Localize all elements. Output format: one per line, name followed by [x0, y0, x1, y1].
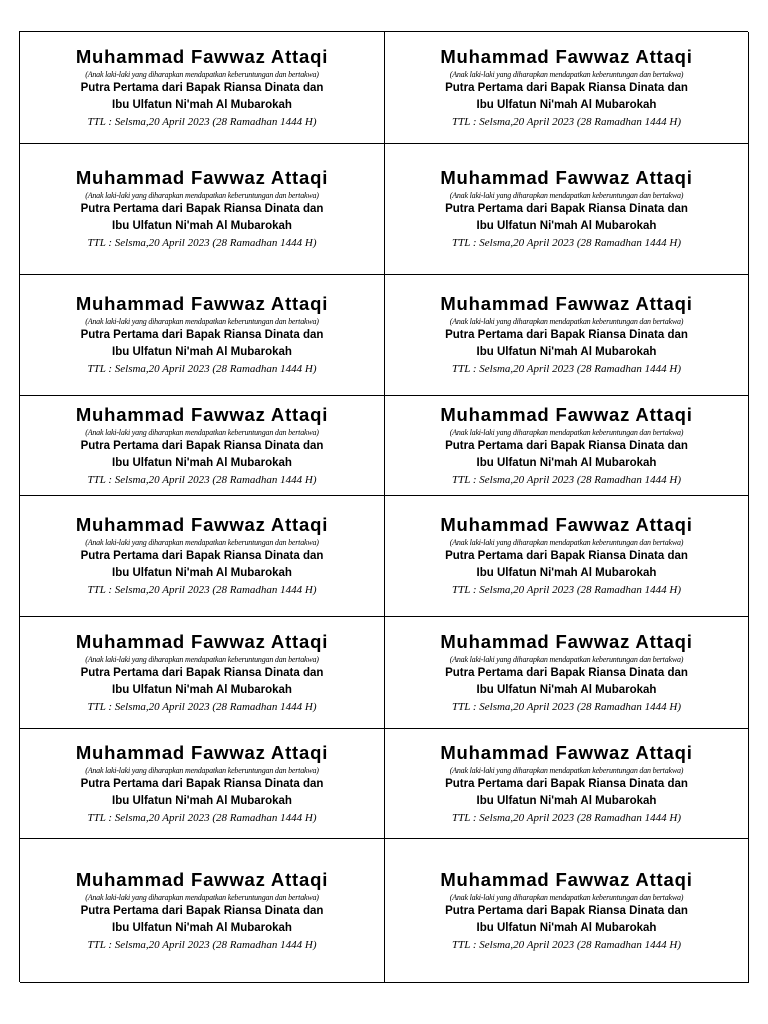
child-name: Muhammad Fawwaz Attaqi [440, 514, 693, 535]
name-meaning: (Anak laki-laki yang diharapkan mendapatkan keberuntungan dan bertakwa) [449, 427, 684, 437]
parents-line-1: Putra Pertama dari Bapak Riansa Dinata dan [445, 550, 688, 562]
parents-text [407, 438, 727, 472]
child-name: Muhammad Fawwaz Attaqi [440, 167, 693, 188]
birth-date: TTL : Selsma,20 April 2023 (28 Ramadhan 1444 H) [87, 811, 317, 824]
parents-line-2: Ibu Ulfatun Ni'mah Al Mubarokah [112, 794, 292, 807]
birth-date: TTL : Selsma,20 April 2023 (28 Ramadhan 1444 H) [87, 938, 317, 951]
label-sheet [19, 31, 748, 982]
parents-line-1: Putra Pertama dari Bapak Riansa Dinata dan [80, 439, 324, 452]
parents-line-1: Putra Pertama dari Bapak Riansa Dinata dan [445, 777, 688, 790]
name-label [385, 144, 749, 275]
parents-line-1: Putra Pertama dari Bapak Riansa Dinata dan [445, 666, 688, 679]
parents-line-1: Putra Pertama dari Bapak Riansa Dinata dan [80, 904, 324, 917]
name-meaning: (Anak laki-laki yang diharapkan mendapatkan keberuntungan dan bertakwa) [85, 427, 319, 437]
child-name: Muhammad Fawwaz Attaqi [440, 741, 693, 763]
name-label [20, 396, 385, 496]
birth-date: TTL : Selsma,20 April 2023 (28 Ramadhan 1444 H) [87, 115, 317, 128]
parents-line-2: Ibu Ulfatun Ni'mah Al Mubarokah [476, 567, 657, 579]
parents-line-2: Ibu Ulfatun Ni'mah Al Mubarokah [476, 456, 657, 469]
parents-line-1: Putra Pertama dari Bapak Riansa Dinata dan [80, 203, 324, 215]
name-meaning: (Anak laki-laki yang diharapkan mendapatkan keberuntungan dan bertakwa) [449, 892, 684, 902]
name-meaning: (Anak laki-laki yang diharapkan mendapatkan keberuntungan dan bertakwa) [449, 765, 684, 775]
name-meaning: (Anak laki-laki yang diharapkan mendapatkan keberuntungan dan bertakwa) [85, 654, 319, 664]
parents-line-2: Ibu Ulfatun Ni'mah Al Mubarokah [476, 921, 657, 934]
parents-text [42, 80, 362, 114]
parents-text [42, 327, 362, 361]
parents-text [42, 776, 362, 810]
name-label [385, 729, 749, 839]
child-name: Muhammad Fawwaz Attaqi [75, 45, 329, 67]
name-meaning: (Anak laki-laki yang diharapkan mendapatkan keberuntungan dan bertakwa) [449, 191, 684, 200]
child-name: Muhammad Fawwaz Attaqi [440, 293, 693, 314]
name-meaning: (Anak laki-laki yang diharapkan mendapatkan keberuntungan dan bertakwa) [449, 538, 684, 547]
name-label [385, 496, 749, 617]
birth-date: TTL : Selsma,20 April 2023 (28 Ramadhan 1444 H) [451, 363, 682, 375]
parents-line-2: Ibu Ulfatun Ni'mah Al Mubarokah [476, 683, 657, 696]
child-name: Muhammad Fawwaz Attaqi [440, 403, 693, 425]
child-name: Muhammad Fawwaz Attaqi [440, 630, 693, 652]
name-meaning: (Anak laki-laki yang diharapkan mendapatkan keberuntungan dan bertakwa) [85, 317, 319, 326]
parents-text [407, 80, 727, 114]
name-label [385, 396, 749, 496]
child-name: Muhammad Fawwaz Attaqi [75, 293, 329, 314]
parents-line-2: Ibu Ulfatun Ni'mah Al Mubarokah [476, 346, 657, 358]
child-name: Muhammad Fawwaz Attaqi [440, 868, 693, 890]
name-meaning: (Anak laki-laki yang diharapkan mendapatkan keberuntungan dan bertakwa) [85, 538, 319, 547]
parents-line-2: Ibu Ulfatun Ni'mah Al Mubarokah [112, 456, 292, 469]
parents-line-2: Ibu Ulfatun Ni'mah Al Mubarokah [112, 346, 292, 358]
name-meaning: (Anak laki-laki yang diharapkan mendapatkan keberuntungan dan bertakwa) [449, 654, 684, 664]
name-label [20, 496, 385, 617]
parents-text [42, 438, 362, 472]
name-label [385, 32, 749, 144]
parents-line-1: Putra Pertama dari Bapak Riansa Dinata dan [445, 81, 688, 94]
birth-date: TTL : Selsma,20 April 2023 (28 Ramadhan 1444 H) [451, 473, 682, 486]
parents-text [407, 548, 727, 582]
child-name: Muhammad Fawwaz Attaqi [75, 630, 329, 652]
birth-date: TTL : Selsma,20 April 2023 (28 Ramadhan 1444 H) [87, 584, 317, 596]
name-meaning: (Anak laki-laki yang diharapkan mendapatkan keberuntungan dan bertakwa) [85, 892, 319, 902]
parents-line-1: Putra Pertama dari Bapak Riansa Dinata dan [80, 329, 324, 341]
parents-line-2: Ibu Ulfatun Ni'mah Al Mubarokah [476, 98, 657, 111]
parents-line-2: Ibu Ulfatun Ni'mah Al Mubarokah [476, 794, 657, 807]
child-name: Muhammad Fawwaz Attaqi [75, 868, 329, 890]
parents-line-1: Putra Pertama dari Bapak Riansa Dinata dan [445, 329, 688, 341]
parents-text [42, 201, 362, 235]
parents-line-2: Ibu Ulfatun Ni'mah Al Mubarokah [112, 921, 292, 934]
parents-text [407, 201, 727, 235]
parents-text [42, 548, 362, 582]
birth-date: TTL : Selsma,20 April 2023 (28 Ramadhan 1444 H) [87, 237, 317, 249]
parents-text [407, 327, 727, 361]
name-label [20, 617, 385, 729]
name-label [20, 275, 385, 396]
name-meaning: (Anak laki-laki yang diharapkan mendapatkan keberuntungan dan bertakwa) [85, 191, 319, 200]
parents-text [407, 776, 727, 810]
birth-date: TTL : Selsma,20 April 2023 (28 Ramadhan 1444 H) [451, 115, 682, 128]
parents-line-1: Putra Pertama dari Bapak Riansa Dinata dan [445, 203, 688, 215]
birth-date: TTL : Selsma,20 April 2023 (28 Ramadhan 1444 H) [87, 700, 317, 713]
child-name: Muhammad Fawwaz Attaqi [75, 403, 329, 425]
child-name: Muhammad Fawwaz Attaqi [440, 45, 693, 67]
parents-line-2: Ibu Ulfatun Ni'mah Al Mubarokah [476, 220, 657, 232]
name-meaning: (Anak laki-laki yang diharapkan mendapatkan keberuntungan dan bertakwa) [449, 317, 684, 326]
parents-text [42, 903, 362, 937]
parents-line-2: Ibu Ulfatun Ni'mah Al Mubarokah [112, 98, 292, 111]
child-name: Muhammad Fawwaz Attaqi [75, 167, 329, 188]
name-label [20, 839, 385, 983]
birth-date: TTL : Selsma,20 April 2023 (28 Ramadhan 1444 H) [87, 363, 317, 375]
name-meaning: (Anak laki-laki yang diharapkan mendapatkan keberuntungan dan bertakwa) [449, 69, 684, 79]
name-label [20, 144, 385, 275]
birth-date: TTL : Selsma,20 April 2023 (28 Ramadhan 1444 H) [451, 700, 682, 713]
parents-line-1: Putra Pertama dari Bapak Riansa Dinata dan [445, 904, 688, 917]
parents-line-2: Ibu Ulfatun Ni'mah Al Mubarokah [112, 220, 292, 232]
birth-date: TTL : Selsma,20 April 2023 (28 Ramadhan 1444 H) [451, 584, 682, 596]
parents-text [407, 903, 727, 937]
parents-line-1: Putra Pertama dari Bapak Riansa Dinata dan [80, 666, 324, 679]
parents-line-2: Ibu Ulfatun Ni'mah Al Mubarokah [112, 567, 292, 579]
parents-text [42, 665, 362, 699]
birth-date: TTL : Selsma,20 April 2023 (28 Ramadhan 1444 H) [451, 938, 682, 951]
name-label [385, 275, 749, 396]
name-label [385, 617, 749, 729]
parents-line-1: Putra Pertama dari Bapak Riansa Dinata dan [80, 550, 324, 562]
parents-line-1: Putra Pertama dari Bapak Riansa Dinata dan [80, 777, 324, 790]
birth-date: TTL : Selsma,20 April 2023 (28 Ramadhan 1444 H) [451, 237, 682, 249]
parents-line-1: Putra Pertama dari Bapak Riansa Dinata dan [80, 81, 324, 94]
name-label [20, 729, 385, 839]
birth-date: TTL : Selsma,20 April 2023 (28 Ramadhan 1444 H) [451, 811, 682, 824]
parents-line-2: Ibu Ulfatun Ni'mah Al Mubarokah [112, 683, 292, 696]
child-name: Muhammad Fawwaz Attaqi [75, 741, 329, 763]
name-label [20, 32, 385, 144]
child-name: Muhammad Fawwaz Attaqi [75, 514, 329, 535]
birth-date: TTL : Selsma,20 April 2023 (28 Ramadhan 1444 H) [87, 473, 317, 486]
name-meaning: (Anak laki-laki yang diharapkan mendapatkan keberuntungan dan bertakwa) [85, 765, 319, 775]
parents-text [407, 665, 727, 699]
name-meaning: (Anak laki-laki yang diharapkan mendapatkan keberuntungan dan bertakwa) [85, 69, 319, 79]
parents-line-1: Putra Pertama dari Bapak Riansa Dinata dan [445, 439, 688, 452]
name-label [385, 839, 749, 983]
